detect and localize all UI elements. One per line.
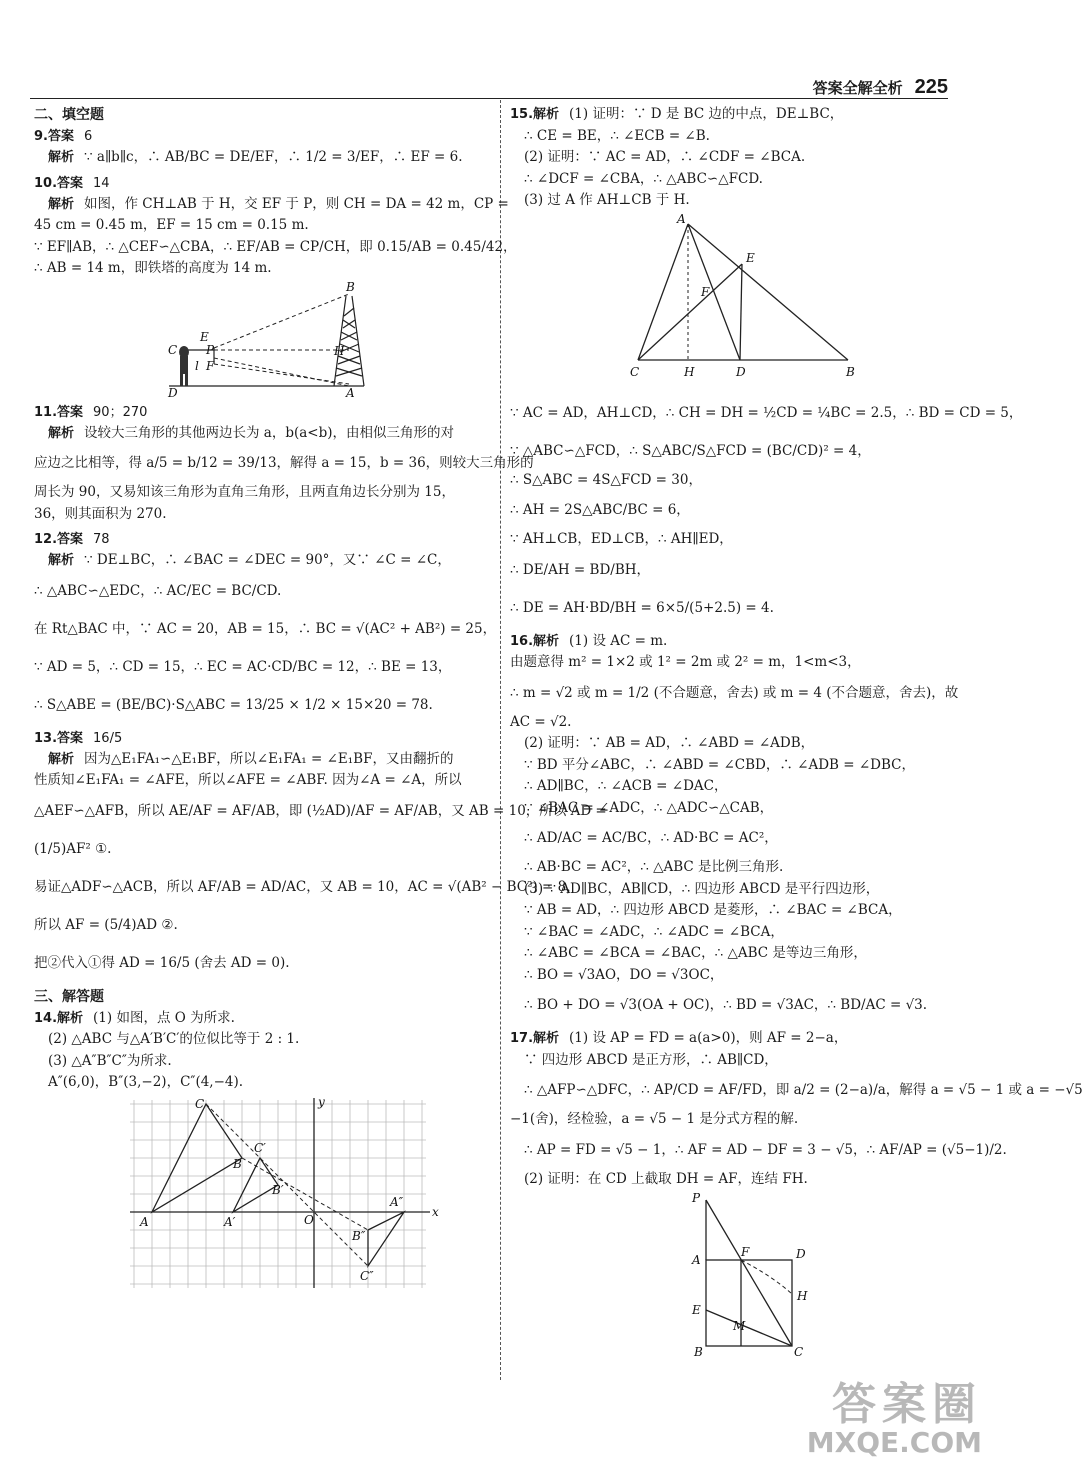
- question-13: [34, 728, 607, 982]
- analysis-line: ∵ ∠BAC = ∠ADC，∴ ∠ADC = ∠BCA，: [524, 923, 784, 940]
- analysis-line: ∴ △AFP∽△DFC，∴ AP/CD = AF/FD，即 a/2 = (2−a)/a，解得 a = √5 − 1 或 a = −√5: [524, 1082, 1083, 1098]
- analysis-line: ∴ DE/AH = BD/BH，: [510, 561, 651, 578]
- question-12: [34, 529, 497, 724]
- analysis-line: ∵ EF∥AB，∴ △CEF∽△CBA，∴ EF/AB = CP/CH，即 0.15/AB = 0.45/42，: [34, 238, 517, 255]
- question-11: [34, 402, 534, 526]
- answer-value: 78: [93, 532, 110, 547]
- triangle-figure: [510, 212, 940, 394]
- analysis-line: 所以 AF = (5/4)AD ②.: [34, 916, 178, 933]
- analysis-line: 17.解析 (1) 设 AP = FD = a(a>0)，则 AF = 2−a，: [510, 1030, 848, 1046]
- label-H: H: [684, 364, 695, 379]
- label-x: x: [432, 1204, 439, 1219]
- analysis-line: ∵ ∠BAC = ∠ADC，∴ △ADC∽△CAB，: [524, 799, 774, 816]
- analysis-line: ∴ AB·BC = AC²，∴ △ABC 是比例三角形.: [524, 859, 784, 875]
- label-E: E: [692, 1303, 701, 1317]
- analysis-line: ∴ BO = √3AO，DO = √3OC，: [524, 966, 724, 983]
- analysis-line: ∵ AD = 5，∴ CD = 15，∴ EC = AC·CD/BC = 12，∴ BE = 13，: [34, 658, 452, 675]
- label-A: A: [677, 211, 686, 226]
- answer-value: 90；270: [93, 404, 148, 420]
- analysis-line: ∴ ∠ABC = ∠BCA = ∠BAC，∴ △ABC 是等边三角形，: [524, 945, 867, 961]
- analysis-line: ∴ AD∥BC，∴ ∠ACB = ∠DAC，: [524, 778, 728, 794]
- analysis-line: (2) 证明：∵ AC = AD，∴ ∠CDF = ∠BCA.: [524, 149, 806, 165]
- label-F: F: [206, 358, 215, 373]
- analysis-line: ∵ AH⊥CB，ED⊥CB，∴ AH∥ED，: [510, 531, 733, 547]
- tower-figure: [34, 280, 474, 398]
- analysis-line: ∵ 四边形 ABCD 是正方形，∴ AB∥CD，: [524, 1051, 778, 1068]
- label-A-double-prime: A″: [390, 1194, 404, 1209]
- analysis-line: 在 Rt△BAC 中，∵ AC = 20，AB = 15，∴ BC = √(AC² + AB²) = 25，: [34, 620, 497, 637]
- label-C: C: [794, 1345, 804, 1359]
- analysis-line: (3) ∵ AD∥BC，AB∥CD，∴ 四边形 ABCD 是平行四边形，: [524, 880, 880, 897]
- question-14: [34, 1008, 486, 1294]
- label-M: M: [733, 1319, 746, 1333]
- answer-line: [34, 728, 486, 749]
- analysis-line: (2) △ABC 与△A′B′C′的位似比等于 2 : 1.: [48, 1031, 300, 1047]
- label-E: E: [200, 329, 209, 344]
- analysis-line: 由题意得 m² = 1×2 或 1² = 2m 或 2² = m，1<m<3，: [510, 654, 861, 670]
- label-A: A: [346, 385, 355, 400]
- label-E: E: [746, 250, 755, 265]
- analysis-line: ∴ S△ABC = 4S△FCD = 30，: [510, 471, 702, 488]
- right-column: [510, 104, 1083, 1362]
- analysis-line: (3) △A″B″C″为所求.: [48, 1052, 172, 1069]
- label-C-prime: C′: [254, 1140, 266, 1155]
- analysis-line: 解析 ∵ a∥b∥c，∴ AB/BC = DE/EF，∴ 1/2 = 3/EF，∴ EF = 6.: [48, 149, 463, 165]
- analysis-label: 16.解析: [510, 633, 560, 649]
- label-D: D: [796, 1247, 806, 1261]
- label-B: B: [346, 279, 355, 294]
- header-rule: [30, 98, 948, 99]
- watermark-logo-text: 答案圈: [832, 1379, 982, 1430]
- analysis-line: (2) 证明：∵ AB = AD，∴ ∠ABD = ∠ADB，: [524, 735, 815, 751]
- answer-label: 12.答案: [34, 532, 84, 547]
- analysis-line: 易证△ADF∽△ACB，所以 AF/AB = AD/AC，又 AB = 10，AC = √(AB² − BC²) = 8，: [34, 878, 580, 895]
- answer-value: 6: [83, 129, 93, 144]
- analysis-label: 15.解析: [510, 107, 560, 122]
- label-D: D: [168, 385, 178, 400]
- question-16: [510, 631, 959, 1025]
- analysis-line: 45 cm = 0.45 m，EF = 15 cm = 0.15 m.: [34, 217, 309, 233]
- site-watermark: [806, 1379, 982, 1459]
- analysis-line: −1(舍)，经检验，a = √5 − 1 是分式方程的解.: [510, 1111, 799, 1127]
- label-P: P: [692, 1191, 701, 1205]
- analysis-tag: 解析: [48, 196, 75, 212]
- answer-label: 10.答案: [34, 175, 84, 191]
- analysis-line: ∵ AB = AD，∴ 四边形 ABCD 是菱形，∴ ∠BAC = ∠BCA，: [524, 902, 902, 918]
- answer-line: [34, 529, 486, 550]
- label-A: A: [140, 1214, 149, 1229]
- analysis-line: ∴ AD/AC = AC/BC，∴ AD·BC = AC²，: [524, 830, 778, 846]
- label-O: O: [304, 1212, 314, 1227]
- label-C: C: [630, 364, 640, 379]
- analysis-line: ∴ ∠DCF = ∠CBA，∴ △ABC∽△FCD.: [524, 170, 763, 187]
- homothety-grid-figure: [34, 1094, 474, 1294]
- label-l: l: [195, 358, 199, 373]
- label-C-double-prime: C″: [360, 1268, 374, 1283]
- label-H: H: [334, 343, 345, 358]
- analysis-tag: 解析: [48, 751, 75, 767]
- analysis-line: ∵ △ABC∽△FCD，∴ S△ABC/S△FCD = (BC/CD)² = 4，: [510, 442, 871, 459]
- analysis-line: 把②代入①得 AD = 16/5 (舍去 AD = 0).: [34, 954, 290, 971]
- label-D: D: [736, 364, 746, 379]
- label-B: B: [846, 364, 855, 379]
- label-C: C: [168, 342, 178, 357]
- label-y: y: [318, 1094, 325, 1109]
- label-B: B: [233, 1156, 242, 1171]
- analysis-line: △AEF∽△AFB，所以 AE/AF = AF/AB，即 (½AD)/AF = AF/AB，又 AB = 10，所以 AD =: [34, 802, 607, 819]
- analysis-line: ∴ AP = FD = √5 − 1，∴ AF = AD − DF = 3 − √5，∴ AF/AP = (√5−1)/2.: [524, 1141, 1007, 1158]
- analysis-line: 16.解析 (1) 设 AC = m.: [510, 632, 668, 649]
- analysis-line: A″(6,0)，B″(3,−2)，C″(4,−4).: [48, 1074, 244, 1090]
- analysis-line: 解析 如图，作 CH⊥AB 于 H，交 EF 于 P，则 CH = DA = 42 m，CP =: [48, 195, 509, 212]
- analysis-line: ∴ DE = AH·BD/BH = 6×5/(5+2.5) = 4.: [510, 599, 774, 616]
- analysis-line: (1/5)AF² ①.: [34, 840, 112, 857]
- label-H: H: [797, 1289, 808, 1303]
- question-15: [510, 104, 1023, 627]
- answer-value: 16/5: [93, 730, 123, 746]
- answer-line: [34, 173, 486, 194]
- analysis-line: 应边之比相等，得 a/5 = b/12 = 39/13，解得 a = 15，b = 36，则较大三角形的: [34, 455, 534, 471]
- analysis-line: ∴ S△ABE = (BE/BC)·S△ABC = 13/25 × 1/2 × 15×20 = 78.: [34, 696, 433, 713]
- analysis-line: ∴ AB = 14 m，即铁塔的高度为 14 m.: [34, 260, 272, 276]
- analysis-line: (3) 过 A 作 AH⊥CB 于 H.: [524, 192, 690, 208]
- question-10: [34, 173, 517, 400]
- analysis-tag: 解析: [48, 425, 75, 441]
- label-C: C: [195, 1096, 205, 1111]
- header-title: 答案全解全析: [812, 79, 903, 97]
- analysis-line: ∵ AC = AD，AH⊥CD，∴ CH = DH = ½CD = ¼BC = 2.5，∴ BD = CD = 5，: [510, 404, 1023, 421]
- question-9: [34, 126, 486, 169]
- analysis-line: 性质知∠E₁FA₁ = ∠AFE，所以∠AFE = ∠ABF. 因为∠A = ∠A，所以: [34, 772, 462, 788]
- answer-label: 9.答案: [34, 129, 74, 144]
- analysis-line: ∴ △ABC∽△EDC，∴ AC/EC = BC/CD.: [34, 582, 282, 599]
- analysis-line: ∴ CE = BE，∴ ∠ECB = ∠B.: [524, 127, 710, 144]
- section-heading-fill-blank: 二、填空题: [34, 107, 104, 123]
- label-A: A: [692, 1253, 701, 1267]
- analysis-line: 周长为 90，又易知该三角形为直角三角形，且两直角边长分别为 15，: [34, 484, 455, 500]
- answer-line: [34, 126, 486, 147]
- label-B-prime: B′: [272, 1182, 284, 1197]
- label-F: F: [701, 284, 710, 299]
- square-figure: [510, 1190, 940, 1358]
- analysis-line: ∵ BD 平分∠ABC，∴ ∠ABD = ∠CBD，∴ ∠ADB = ∠DBC，: [524, 756, 915, 773]
- label-B-double-prime: B″: [352, 1228, 366, 1243]
- answer-label: 11.答案: [34, 404, 84, 420]
- label-F: F: [741, 1245, 750, 1259]
- analysis-label: 14.解析: [34, 1010, 84, 1026]
- analysis-line: 解析 ∵ DE⊥BC，∴ ∠BAC = ∠DEC = 90°，又∵ ∠C = ∠C，: [48, 552, 451, 568]
- question-17: [510, 1028, 1083, 1359]
- label-P: P: [206, 342, 215, 357]
- section-heading-solutions: 三、解答题: [34, 988, 104, 1005]
- analysis-line: AC = √2.: [510, 713, 572, 730]
- answer-line: [34, 402, 486, 423]
- label-B: B: [694, 1345, 703, 1359]
- answer-label: 13.答案: [34, 730, 84, 746]
- analysis-label: 17.解析: [510, 1031, 560, 1046]
- analysis-tag: 解析: [48, 553, 75, 568]
- page-header: [813, 76, 948, 99]
- analysis-line: 14.解析 (1) 如图，点 O 为所求.: [34, 1009, 235, 1026]
- column-divider: [500, 100, 501, 1380]
- label-A-prime: A′: [224, 1214, 236, 1229]
- analysis-line: 解析 设较大三角形的其他两边长为 a，b(a<b)，由相似三角形的对: [48, 424, 455, 441]
- analysis-line: 36，则其面积为 270.: [34, 505, 167, 522]
- analysis-tag: 解析: [48, 150, 75, 165]
- analysis-line: (2) 证明：在 CD 上截取 DH = AF，连结 FH.: [524, 1170, 808, 1187]
- answer-value: 14: [93, 175, 110, 191]
- page-number: 225: [914, 76, 948, 98]
- analysis-line: 15.解析 (1) 证明：∵ D 是 BC 边的中点，DE⊥BC，: [510, 106, 844, 122]
- analysis-line: ∴ AH = 2S△ABC/BC = 6，: [510, 502, 690, 518]
- watermark-url: MXQE.COM: [806, 1426, 982, 1459]
- analysis-line: ∴ BO + DO = √3(OA + OC)，∴ BD = √3AC，∴ BD/AC = √3.: [524, 997, 928, 1013]
- analysis-line: 解析 因为△E₁FA₁∽△E₁BF，所以∠E₁FA₁ = ∠E₁BF，又由翻折的: [48, 750, 454, 767]
- analysis-line: ∴ m = √2 或 m = 1/2 (不合题意，舍去) 或 m = 4 (不合题意，舍去)，故: [510, 684, 959, 701]
